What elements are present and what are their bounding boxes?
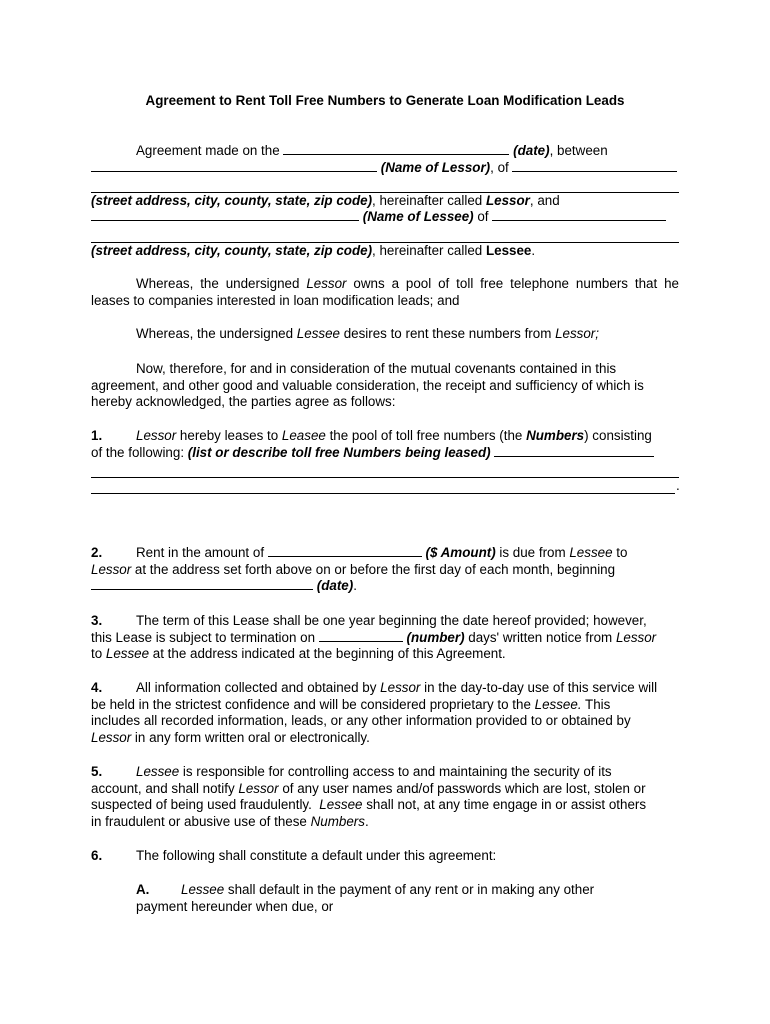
street-address-label-2: (street address, city, county, state, zip code) [91, 242, 373, 258]
numbers-list-label: (list or describe toll free Numbers being leased) [187, 444, 491, 460]
lessee-name-blank[interactable] [91, 209, 359, 221]
section-6: 6. The following shall constitute a default under this agreement: [91, 848, 497, 863]
lessee-address-blank-1[interactable] [492, 209, 666, 221]
rent-amount-blank[interactable] [268, 545, 422, 557]
street-address-label: (street address, city, county, state, zip code) [91, 192, 373, 208]
lessee-address-blank-2[interactable] [91, 226, 679, 243]
section-3: 3. The term of this Lease shall be one year beginning the date hereof provided; however, this Lease is subject to termination on (number) days' written notice from Lessor to Lessee at the address indicated at the beginning of this Agreement. [91, 613, 657, 662]
section-6-subsection-a: A. Lessee shall default in the payment of any rent or in making any other payment hereunder when due, or [136, 882, 595, 914]
parties-block: Agreement made on the (date), between (Name of Lessor), of (street address, city, county, state, zip code), hereinafter called Lessor, and (Name of Lessee) of (street address, city, county, state, zip code), hereinafter called Lessee. [91, 143, 679, 259]
numbers-list-blank-3[interactable] [91, 478, 675, 495]
section-4: 4. All information collected and obtained by Lessor in the day-to-day use of this service will be held in the strictest confidence and will be considered proprietary to the Lessee. This includes all recorded information, leads, or any other information provided to or obtained by Lessor in any form written oral or electronically. [91, 680, 658, 745]
lessee-name-label: (Name of Lessee) [362, 209, 474, 225]
numbers-list-blank-2[interactable] [91, 461, 679, 478]
section-1: 1. Lessor hereby leases to Leasee the pool of toll free numbers (the Numbers) consisting of the following: (list or describe toll free Numbers being leased) . [91, 428, 680, 493]
lessor-address-blank-1[interactable] [512, 160, 677, 172]
section-5: 5. Lessee is responsible for controlling access to and maintaining the security of its account, and shall notify Lessor of any user names and/of passwords which are lost, stolen or suspected of being used fraudulently. Lessee shall not, at any time engage in or assist others in fraudulent or abusive use of these Numbers. [91, 764, 647, 829]
notice-days-blank[interactable] [319, 630, 403, 642]
lessor-name-blank[interactable] [91, 160, 377, 172]
lessor-address-blank-2[interactable] [91, 176, 679, 193]
numbers-list-blank-1[interactable] [494, 445, 654, 457]
lessor-name-label: (Name of Lessor) [380, 159, 491, 175]
whereas-clause-2: Whereas, the undersigned Lessee desires to rent these numbers from Lessor; [136, 326, 599, 341]
date-blank[interactable] [283, 143, 509, 155]
now-therefore-clause: Now, therefore, for and in consideration of the mutual covenants contained in this agreement, and other good and valuable consideration, the receipt and sufficiency of which is hereby acknowledged, the parties agree as follows: [91, 361, 644, 410]
document-title: Agreement to Rent Toll Free Numbers to Generate Loan Modification Leads [145, 93, 625, 108]
amount-label: ($ Amount) [425, 545, 496, 560]
date-label: (date) [513, 143, 550, 158]
section-2: 2. Rent in the amount of ($ Amount) is due from Lessee to Lessor at the address set forth above on or before the first day of each month, beginning (date). [91, 545, 628, 594]
whereas-clause-1: Whereas, the undersigned Lessor owns a pool of toll free telephone numbers that he leases to companies interested in loan modification leads; and [91, 276, 679, 308]
rent-start-date-blank[interactable] [91, 578, 313, 590]
